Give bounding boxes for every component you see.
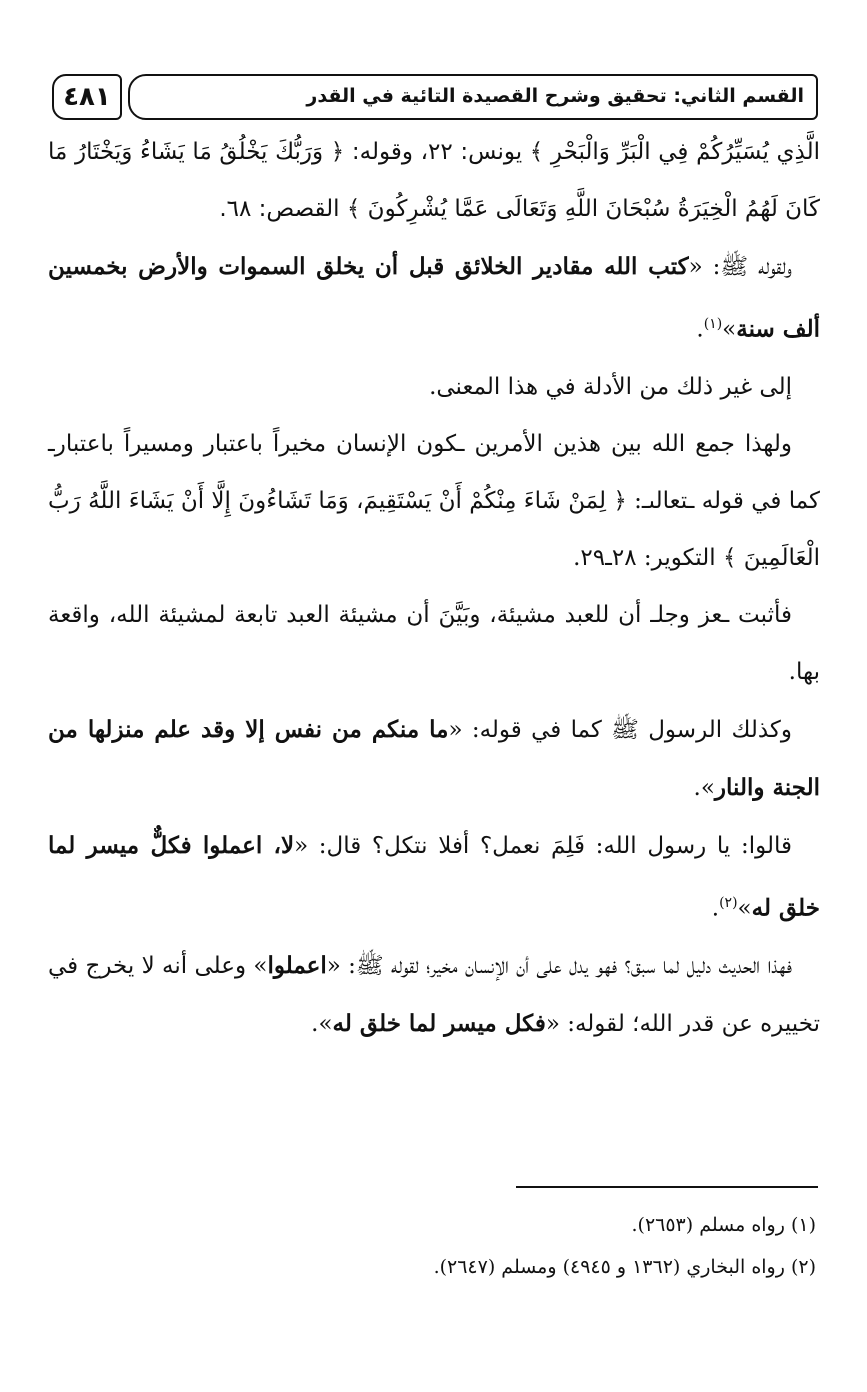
paragraph-hadith-1 (48, 238, 820, 359)
paragraph-takwir-verse: ولهذا جمع الله بين هذين الأمرين ـكون الإنسان مخيراً باعتبار ومسيراً باعتبارـ كما في قوله ـتعالىـ: ﴿ لِمَنْ شَاءَ مِنْكُمْ أَنْ يَسْتَقِيمَ، وَمَا تَشَاءُونَ إِلَّا أَنْ يَشَاءَ اللَّهُ رَبُّ الْعَالَمِينَ ﴾ التكوير: ٢٨ـ٢٩. (48, 430, 820, 571)
hadith-intro: ولقوله ﷺ: « (688, 254, 792, 280)
running-header-title: القسم الثاني: تحقيق وشرح القصيدة التائية في القدر (128, 74, 818, 120)
quote-close: » (737, 895, 752, 922)
hadith-text: ما منكم من نفس إلا وقد علم منزلها من الجنة والنار (48, 715, 820, 801)
quoted-phrase: فكل ميسر لما خلق له (332, 1010, 546, 1038)
footnote-divider (516, 1186, 818, 1188)
paragraph-other-evidence: إلى غير ذلك من الأدلة في هذا المعنى. (429, 373, 792, 400)
paragraph-hadith-2 (48, 701, 820, 817)
page-number: ٤٨١ (52, 74, 122, 120)
quote-close: » (722, 316, 737, 343)
conclusion-middle: » وعلى أنه لا يخرج في تخييره عن قدر الله؛ لقوله: « (48, 953, 820, 1038)
paragraph-hadith-3 (48, 817, 820, 938)
quote-close: » (318, 1011, 333, 1038)
hadith-text: لا، اعملوا فكلٌّ ميسر لما خلق له (48, 831, 820, 922)
hadith-intro: قالوا: يا رسول الله: فَلِمَ نعمل؟ أفلا نتكل؟ قال: « (294, 832, 793, 859)
footnote-2: (٢) رواه البخاري (١٣٦٢ و ٤٩٤٥) ومسلم (٢٦٤٧). (433, 1256, 816, 1278)
conclusion-intro: فهذا الحديث دليل لما سبق؟ فهو يدل على أن الإنسان مخير؛ لقوله ﷺ: « (326, 953, 792, 980)
footnote-ref-2[interactable]: (٢) (719, 894, 738, 911)
hadith-text: كتب الله مقادير الخلائق قبل أن يخلق السموات والأرض بخمسين ألف سنة (48, 253, 820, 343)
paragraph-conclusion (48, 937, 820, 1053)
quoted-word: اعملوا (267, 952, 327, 980)
hadith-intro: وكذلك الرسول ﷺ كما في قوله: « (448, 716, 792, 743)
paragraph-quran-verses: الَّذِي يُسَيِّرُكُمْ فِي الْبَرِّ وَالْبَحْرِ ﴾ يونس: ٢٢، وقوله: ﴿ وَرَبُّكَ يَخْلُقُ مَا يَشَاءُ وَيَخْتَارُ مَا كَانَ لَهُمُ الْخِيَرَةُ سُبْحَانَ اللَّهِ وَتَعَالَى عَمَّا يُشْرِكُونَ ﴾ القصص: ٦٨. (48, 139, 820, 222)
footnotes (48, 1204, 820, 1288)
footnote-1: (١) رواه مسلم (٢٦٥٣). (631, 1214, 816, 1236)
sentence-end: . (693, 774, 701, 801)
sentence-end: . (696, 316, 704, 343)
sentence-end: . (711, 895, 720, 922)
quote-close: » (700, 774, 715, 801)
sentence-end: . (311, 1011, 319, 1038)
main-text (48, 124, 820, 1053)
footnote-ref-1[interactable]: (١) (703, 316, 723, 332)
paragraph-will-of-servant: فأثبت ـعز وجلـ أن للعبد مشيئة، وبَيَّنَ أن مشيئة العبد تابعة لمشيئة الله، واقعة بها. (48, 601, 820, 685)
